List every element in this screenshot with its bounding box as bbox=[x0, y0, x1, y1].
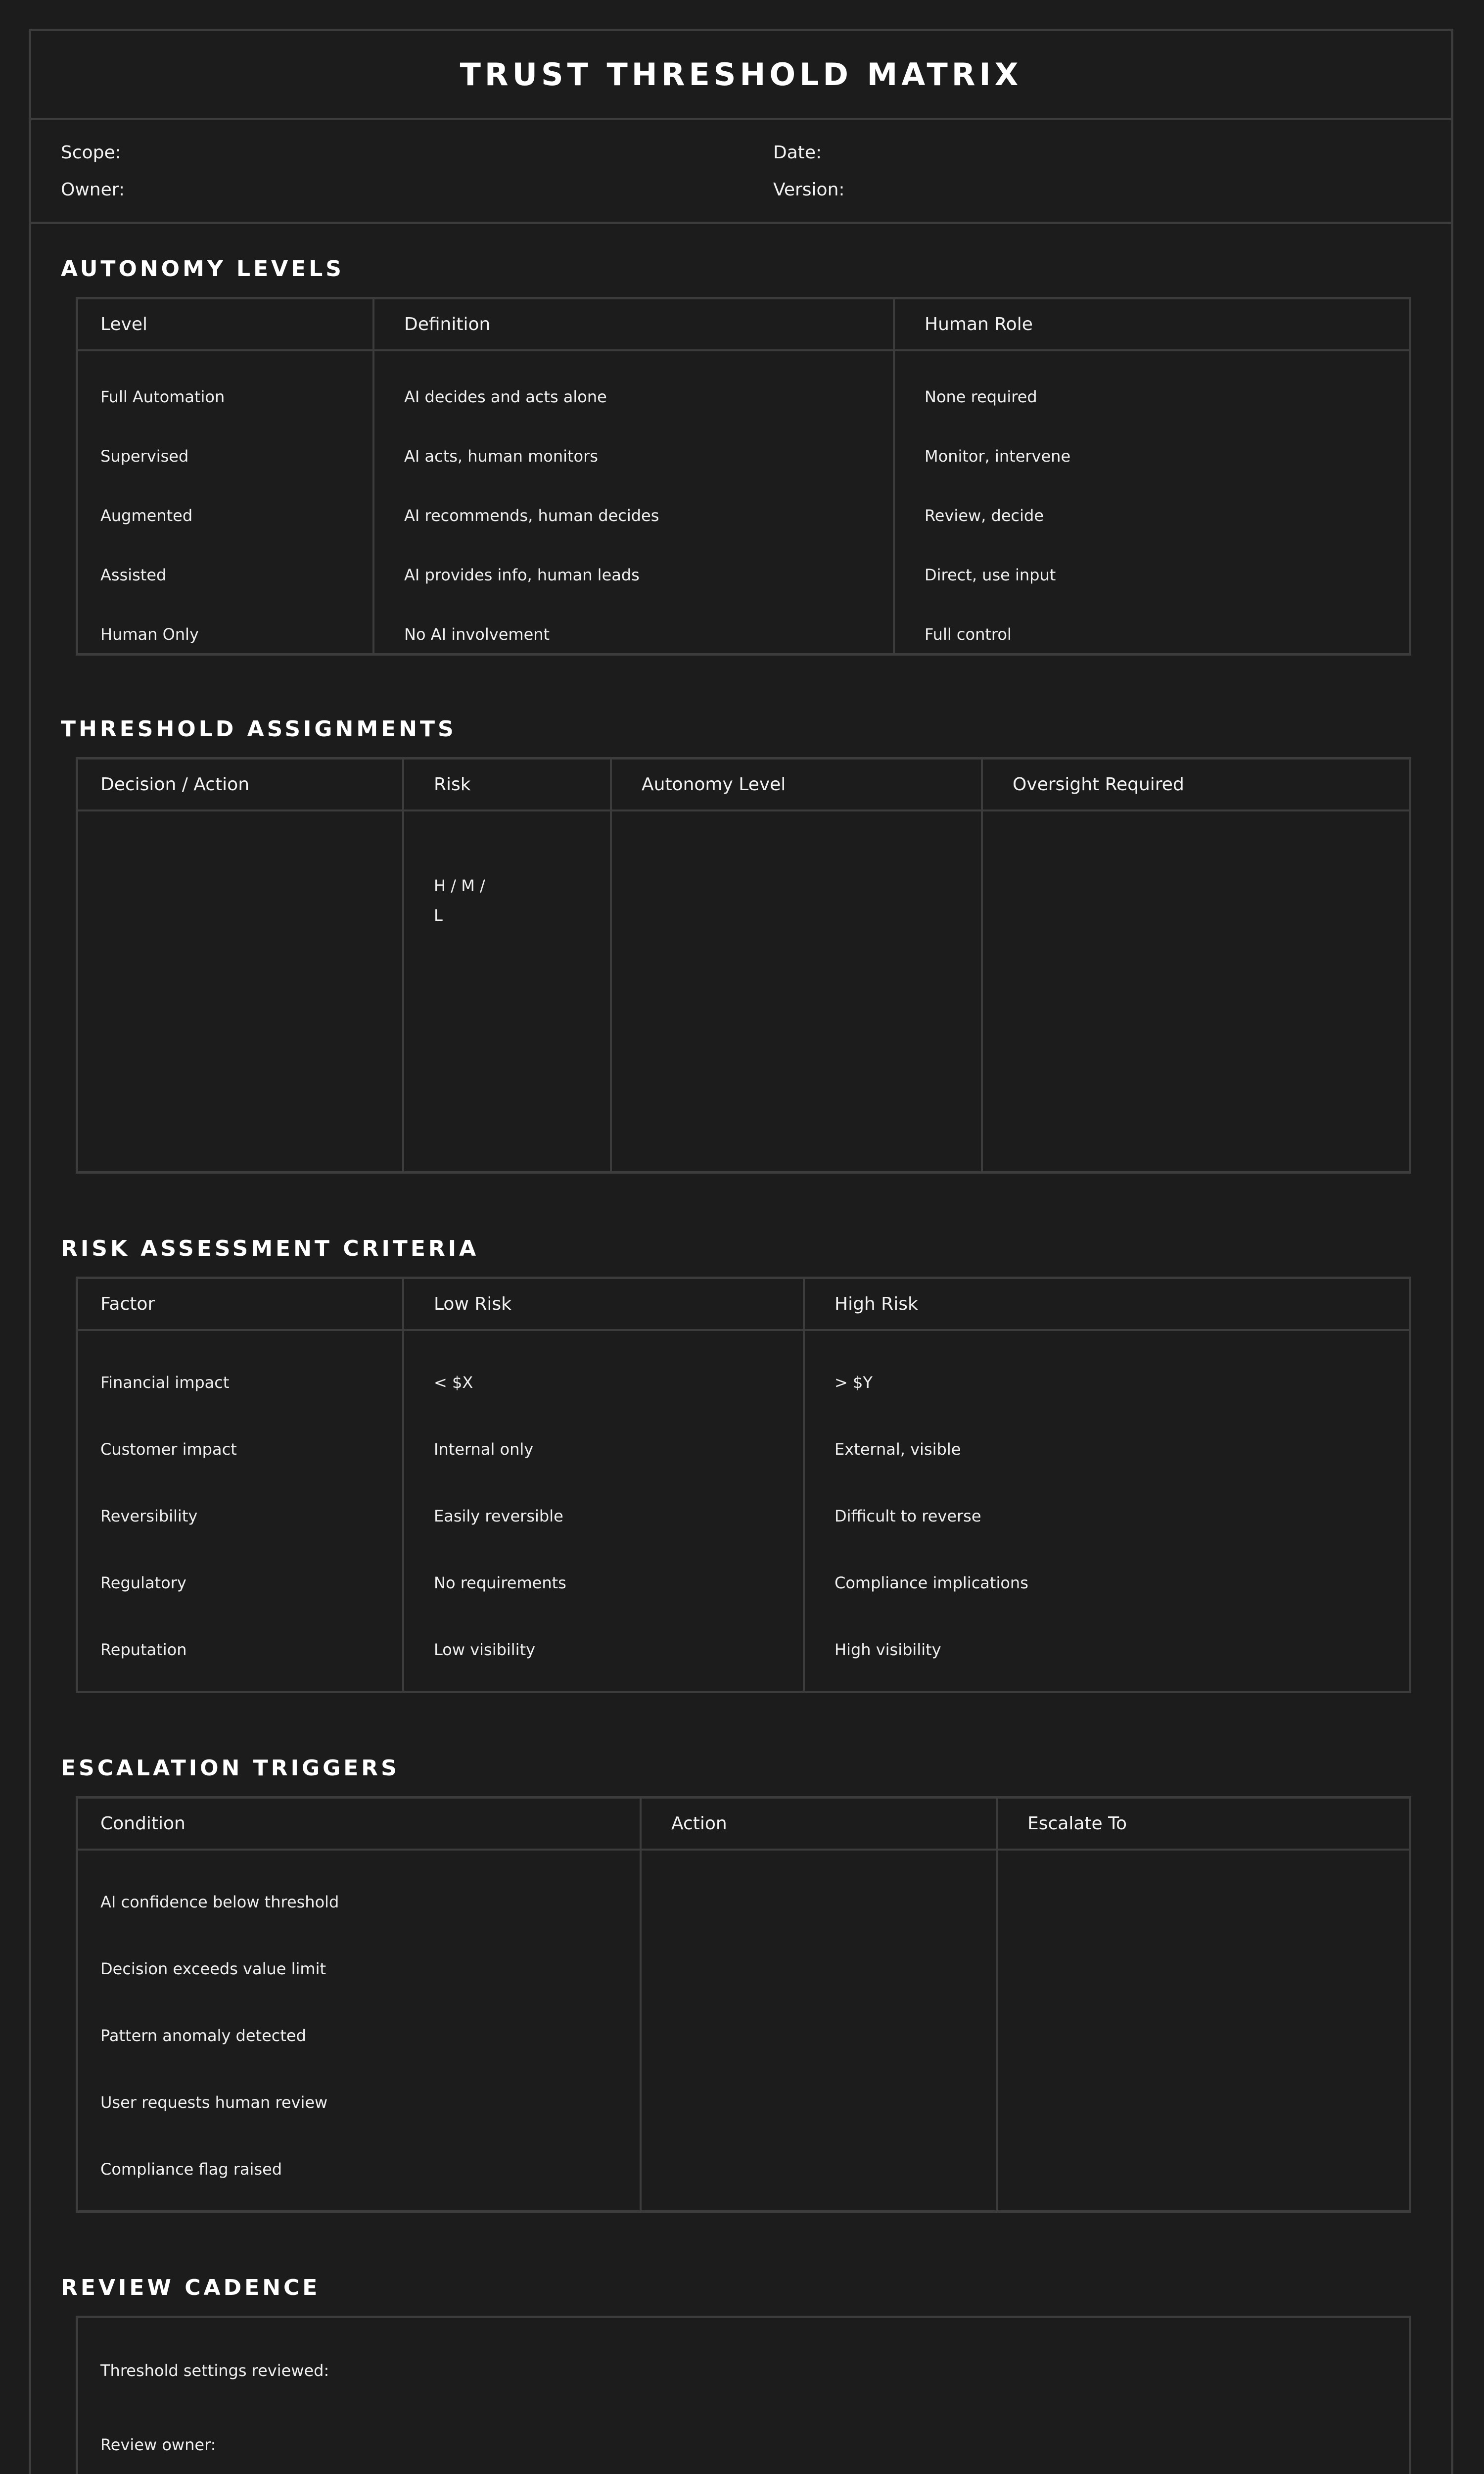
escalation-table bbox=[76, 1796, 1411, 2213]
thresholds-col-oversight: Oversight Required bbox=[1013, 774, 1184, 795]
document-frame bbox=[29, 29, 1453, 2474]
risk-col-low: Low Risk bbox=[434, 1294, 511, 1314]
review-item: Threshold settings reviewed: bbox=[100, 2361, 329, 2380]
table-cell: Easily reversible bbox=[434, 1507, 563, 1525]
table-cell: Regulatory bbox=[100, 1573, 186, 1592]
risk-hint: L bbox=[434, 906, 443, 925]
autonomy-col-human-role: Human Role bbox=[925, 314, 1033, 334]
autonomy-heading: AUTONOMY LEVELS bbox=[61, 256, 344, 282]
column-divider bbox=[402, 760, 404, 1171]
date-label: Date: bbox=[773, 143, 822, 163]
review-item: Review owner: bbox=[100, 2435, 216, 2454]
table-cell: AI recommends, human decides bbox=[404, 506, 659, 525]
table-cell: AI provides info, human leads bbox=[404, 566, 640, 584]
thresholds-col-autonomy: Autonomy Level bbox=[642, 774, 786, 795]
risk-header-row bbox=[78, 1279, 1409, 1331]
thresholds-table bbox=[76, 757, 1411, 1174]
table-cell: AI confidence below threshold bbox=[100, 1893, 339, 1911]
column-divider bbox=[803, 1279, 805, 1691]
column-divider bbox=[372, 299, 374, 653]
table-cell: Decision exceeds value limit bbox=[100, 1959, 326, 1978]
table-cell: Assisted bbox=[100, 566, 167, 584]
column-divider bbox=[893, 299, 895, 653]
table-cell: < $X bbox=[434, 1373, 473, 1392]
column-divider bbox=[640, 1799, 642, 2210]
table-cell: Low visibility bbox=[434, 1640, 536, 1659]
table-cell: Full Automation bbox=[100, 387, 225, 406]
column-divider bbox=[610, 760, 612, 1171]
table-cell: Augmented bbox=[100, 506, 193, 525]
column-divider bbox=[981, 760, 983, 1171]
thresholds-header-row bbox=[78, 760, 1409, 811]
column-divider bbox=[402, 1279, 404, 1691]
escalation-col-condition: Condition bbox=[100, 1813, 186, 1834]
risk-col-high: High Risk bbox=[835, 1294, 918, 1314]
table-cell: > $Y bbox=[835, 1373, 873, 1392]
review-heading: REVIEW CADENCE bbox=[61, 2275, 321, 2300]
autonomy-table bbox=[76, 297, 1411, 656]
autonomy-col-level: Level bbox=[100, 314, 148, 334]
table-cell: Full control bbox=[925, 625, 1012, 644]
table-cell: Human Only bbox=[100, 625, 199, 644]
table-cell: AI acts, human monitors bbox=[404, 447, 598, 466]
table-cell: High visibility bbox=[835, 1640, 941, 1659]
thresholds-col-decision: Decision / Action bbox=[100, 774, 250, 795]
table-cell: Pattern anomaly detected bbox=[100, 2026, 306, 2045]
table-cell: Review, decide bbox=[925, 506, 1044, 525]
scope-label: Scope: bbox=[61, 143, 121, 163]
escalation-heading: ESCALATION TRIGGERS bbox=[61, 1756, 400, 1781]
document-title: TRUST THRESHOLD MATRIX bbox=[460, 56, 1022, 93]
thresholds-col-risk: Risk bbox=[434, 774, 471, 795]
table-cell: Compliance implications bbox=[835, 1573, 1028, 1592]
table-cell: Compliance flag raised bbox=[100, 2160, 282, 2179]
thresholds-heading: THRESHOLD ASSIGNMENTS bbox=[61, 716, 457, 742]
table-cell: Reversibility bbox=[100, 1507, 198, 1525]
escalation-col-escalate-to: Escalate To bbox=[1027, 1813, 1127, 1834]
version-label: Version: bbox=[773, 180, 845, 200]
review-box bbox=[76, 2316, 1411, 2474]
autonomy-header-row bbox=[78, 299, 1409, 351]
meta-fields bbox=[31, 120, 1451, 224]
table-cell: No AI involvement bbox=[404, 625, 550, 644]
table-cell: Monitor, intervene bbox=[925, 447, 1071, 466]
table-cell: No requirements bbox=[434, 1573, 566, 1592]
table-cell: Difficult to reverse bbox=[835, 1507, 981, 1525]
risk-heading: RISK ASSESSMENT CRITERIA bbox=[61, 1236, 479, 1261]
escalation-col-action: Action bbox=[671, 1813, 727, 1834]
column-divider bbox=[996, 1799, 998, 2210]
table-cell: Reputation bbox=[100, 1640, 187, 1659]
table-cell: Financial impact bbox=[100, 1373, 230, 1392]
table-cell: Customer impact bbox=[100, 1440, 237, 1459]
table-cell: User requests human review bbox=[100, 2093, 328, 2112]
escalation-header-row bbox=[78, 1799, 1409, 1851]
risk-hint: H / M / bbox=[434, 876, 485, 895]
owner-label: Owner: bbox=[61, 180, 125, 200]
title-band bbox=[31, 31, 1451, 120]
table-cell: AI decides and acts alone bbox=[404, 387, 607, 406]
table-cell: Direct, use input bbox=[925, 566, 1056, 584]
risk-table bbox=[76, 1277, 1411, 1693]
table-cell: External, visible bbox=[835, 1440, 961, 1459]
autonomy-col-definition: Definition bbox=[404, 314, 491, 334]
risk-col-factor: Factor bbox=[100, 1294, 155, 1314]
table-cell: None required bbox=[925, 387, 1037, 406]
table-cell: Supervised bbox=[100, 447, 189, 466]
table-cell: Internal only bbox=[434, 1440, 534, 1459]
